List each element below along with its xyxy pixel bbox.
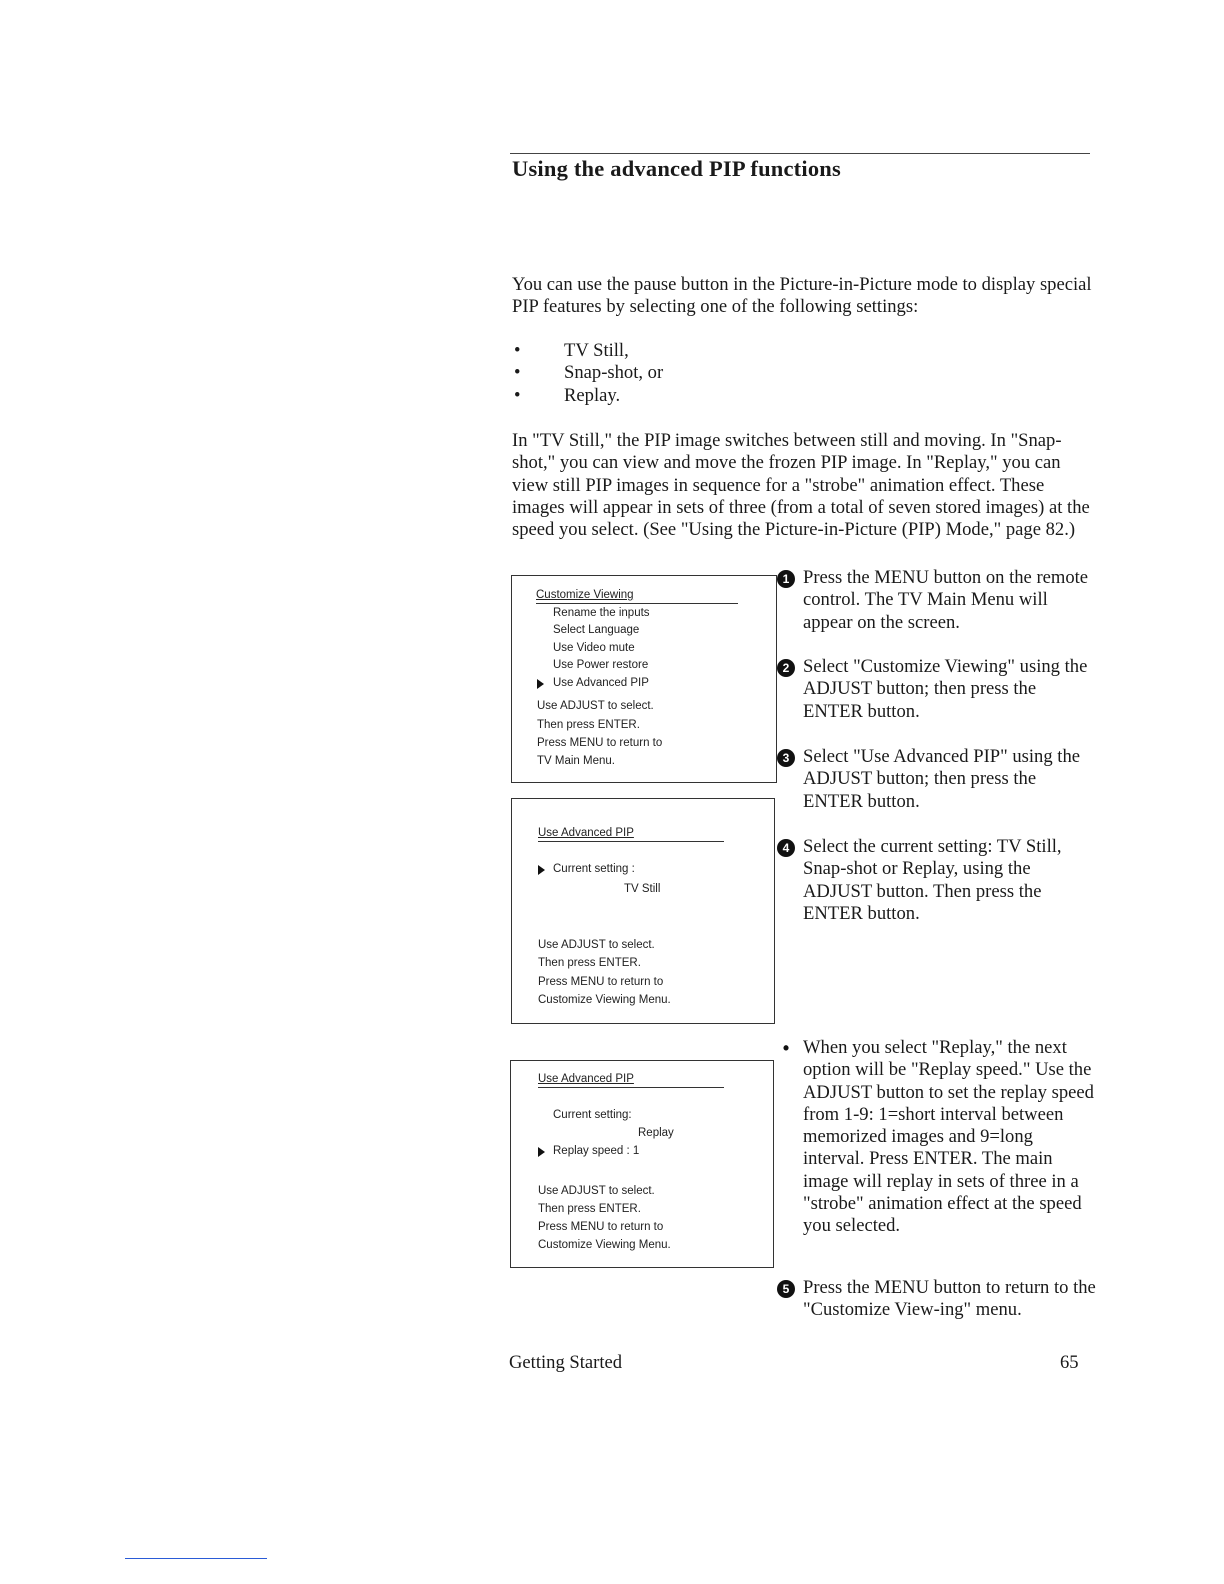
selection-arrow-icon (537, 679, 544, 689)
step-text: When you select "Replay," the next option will be "Replay speed." Use the ADJUST button to set the replay speed from 1-9: 1=short interval between memorized images and 9=long interval. Press ENTER. The main image will replay in sets of three in a "strobe" animation effect at the speed you selected. (803, 1037, 1094, 1237)
menu-item-video-mute: Use Video mute (553, 642, 635, 654)
bottom-rule (125, 1558, 267, 1559)
menu-title: Customize Viewing (536, 589, 634, 601)
customize-viewing-menu (511, 575, 777, 783)
current-setting-label: Current setting: (553, 1109, 632, 1121)
current-setting-label: Current setting : (553, 863, 635, 875)
selection-arrow-icon (538, 865, 545, 875)
menu-item-power-restore: Use Power restore (553, 659, 649, 671)
step-4 (777, 836, 1097, 925)
step-number-icon: 5 (777, 1280, 795, 1298)
list-item (512, 385, 1092, 407)
step-text: Press the MENU button on the remote control. The TV Main Menu will appear on the screen. (803, 567, 1089, 633)
menu-item-rename-inputs: Rename the inputs (553, 607, 650, 619)
menu-item-select-language: Select Language (553, 624, 640, 636)
menu-title-rule (538, 841, 724, 842)
step-number-icon: 3 (777, 749, 795, 767)
bullet-icon: • (782, 1038, 790, 1058)
selection-arrow-icon (538, 1147, 545, 1157)
menu-help-line: Then press ENTER. (538, 1203, 641, 1215)
list-item (512, 340, 1092, 362)
list-item-text: Snap-shot, or (564, 362, 664, 384)
step-number-icon: 1 (777, 570, 795, 588)
menu-help-line: TV Main Menu. (537, 755, 615, 767)
step-1 (777, 567, 1097, 634)
menu-title: Use Advanced PIP (538, 1073, 634, 1085)
replay-speed-setting: Replay speed : 1 (553, 1145, 640, 1157)
footer-section-name: Getting Started (509, 1352, 623, 1373)
menu-item-advanced-pip: Use Advanced PIP (553, 677, 649, 689)
current-setting-value: Replay (638, 1127, 674, 1139)
step-text: Select "Customize Viewing" using the ADJUST button; then press the ENTER button. (803, 656, 1088, 722)
menu-help-line: Use ADJUST to select. (538, 1185, 655, 1197)
intro-paragraph: You can use the pause button in the Picture-in-Picture mode to display special PIP features by selecting one of the following settings: (512, 274, 1092, 318)
description-paragraph: In "TV Still," the PIP image switches between still and moving. In "Snap-shot," you can view and move the frozen PIP image. In "Replay," you can view still PIP images in sequence for a "strobe" animation effect. These images will appear in sets of three (from a total of seven stored images) at the speed you select. (See "Using the Picture-in-Picture (PIP) Mode," page 82.) (512, 430, 1090, 541)
menu-help-line: Use ADJUST to select. (538, 939, 655, 951)
menu-title-rule (536, 603, 738, 604)
menu-title-rule (538, 1087, 724, 1088)
step-text: Select the current setting: TV Still, Snap-shot or Replay, using the ADJUST button. Then press the ENTER button. (803, 836, 1062, 924)
step-text: Press the MENU button to return to the "Customize View-ing" menu. (803, 1277, 1096, 1321)
menu-help-line: Press MENU to return to (537, 737, 663, 749)
list-item-text: TV Still, (564, 340, 629, 361)
advanced-pip-menu-tv-still (511, 798, 775, 1024)
menu-help-line: Then press ENTER. (538, 957, 641, 969)
bullet-icon: • (514, 384, 521, 406)
menu-help-line: Then press ENTER. (537, 719, 640, 731)
settings-list (512, 340, 1092, 407)
step-text: Select "Use Advanced PIP" using the ADJUST button; then press the ENTER button. (803, 746, 1080, 812)
list-item (512, 362, 1092, 384)
menu-help-line: Customize Viewing Menu. (538, 994, 671, 1006)
bullet-icon: • (514, 362, 521, 384)
step-number-icon: 2 (777, 659, 795, 677)
page-title: Using the advanced PIP functions (512, 156, 841, 181)
current-setting-value: TV Still (624, 883, 661, 895)
page-number: 65 (1060, 1352, 1079, 1373)
menu-help-line: Customize Viewing Menu. (538, 1239, 671, 1251)
menu-help-line: Use ADJUST to select. (537, 700, 654, 712)
step-number-icon: 4 (777, 839, 795, 857)
list-item-text: Replay. (564, 384, 621, 406)
bullet-icon: • (514, 340, 521, 361)
step-5 (777, 1277, 1097, 1322)
replay-note (777, 1037, 1097, 1238)
menu-help-line: Press MENU to return to (538, 976, 664, 988)
advanced-pip-menu-replay (510, 1060, 774, 1268)
menu-help-line: Press MENU to return to (538, 1221, 664, 1233)
header-rule (510, 153, 1090, 154)
step-2 (777, 656, 1097, 723)
menu-title: Use Advanced PIP (538, 827, 634, 839)
step-3 (777, 746, 1097, 813)
